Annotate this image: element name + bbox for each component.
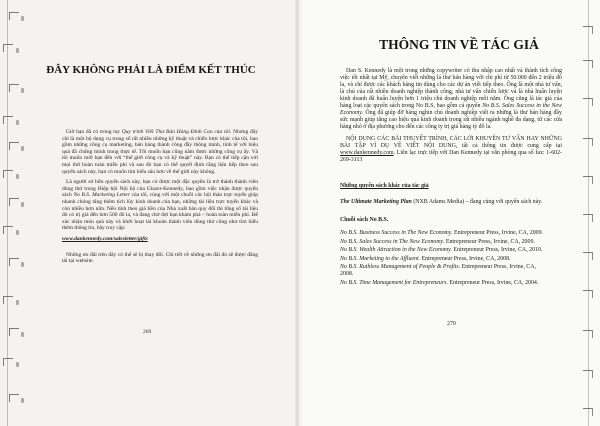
right-page xyxy=(299,0,600,426)
book-publisher: Entrepreneur Press, Irvine, CA, 2009. xyxy=(444,238,535,245)
book-entry xyxy=(340,247,562,254)
intro-text-start: Giờ bạn đã có trong tay xyxy=(66,129,122,135)
scan-edge-dot xyxy=(21,262,24,267)
book-publisher: Entrepreneur Press, Irvine, CA, 2008. xyxy=(420,255,511,262)
scan-edge-mark xyxy=(3,358,13,366)
other-books-heading: Những quyển sách khác của tác giả xyxy=(340,183,429,189)
scan-edge-mark xyxy=(3,226,13,234)
scan-edge-dot xyxy=(16,230,19,235)
book-title: No B.S. Time Management for Entrepreneurs. xyxy=(340,279,448,286)
scan-edge-mark xyxy=(583,408,593,416)
ultimate-plan-entry xyxy=(340,199,562,206)
right-page-number: 270 xyxy=(447,321,456,327)
book-publisher: Entrepreneur Press, Irvine, CA, 2010. xyxy=(451,247,543,253)
scan-edge-dot xyxy=(21,146,24,151)
website-url: www.dankennedy.com xyxy=(340,150,394,156)
intro-italic-title: Quy trình Viết Thư Bán Hàng Đỉnh Cao của tôi xyxy=(121,129,230,135)
book-title: No B.S. Marketing to the Affluent. xyxy=(340,255,421,262)
gift-link-line xyxy=(62,236,258,243)
book-entry xyxy=(340,239,562,246)
scan-edge-mark xyxy=(3,116,13,124)
ultimate-plan-title: The Ultimate Marketing Plan xyxy=(340,199,412,205)
book-title: No B.S. Sales Success in The New Economy. xyxy=(340,238,445,245)
bio-text-end: . Ông đã giúp đỡ hàng nghìn chủ doanh nghiệp viết ra những lá thư bán hàng đầy sức mạnh giúp tăng cao hiệu quả kinh doanh trong rất nhiều ngành nghề đa dạng, từ các cửa hàng nhỏ ở địa phương cho đến các công ty trị giá hàng tỷ đô la. xyxy=(340,110,562,130)
intro-text-end: . Nhưng đây chỉ là một bộ dụng cụ trong số rất nhiều những kỹ thuật và chiến lược khác của tôi, bao gồm những công cụ marketing, bán hàng thành công đầy thông minh, tinh tế với hiệu quả đã chứng minh trong thực tế. Tôi muốn bạn cũng nắm được những công cụ ấy. Và tôi muốn mời bạn đến với “thế giới công cụ và kỹ thuật” này. Bạn có thể tiếp cận với mọi thứ hoàn toàn miễn phí và sau đó bạn có thể quyết định rằng liệu tiếp theo sau quyển sách này, bạn có muốn tìm hiểu sâu hơn về thế giới này không. xyxy=(62,129,258,175)
contact-paragraph xyxy=(340,136,562,164)
left-page-body xyxy=(62,129,258,269)
right-page-title: THÔNG TIN VỀ TÁC GIẢ xyxy=(379,37,539,52)
scan-edge-dot xyxy=(16,120,19,125)
right-page-body xyxy=(340,68,562,288)
scan-edge-dot xyxy=(21,88,24,93)
left-page-number: 269 xyxy=(143,329,152,335)
scan-edge-dot xyxy=(21,202,24,207)
gift-url: www.dankennedy.com/salesletter/gifts xyxy=(62,235,148,242)
scan-edge-mark xyxy=(583,98,593,106)
scan-edge-mark xyxy=(9,84,19,92)
scan-edge-mark xyxy=(583,60,593,68)
bio-text-start: Dan S. Kennedy là một trong những copywriter có thu nhập cao nhất và thành tích công việc tốt nhất tại Mỹ, chuyên viết những lá thư bán hàng với chi phí từ 50.000 đến 2 triệu đô la, và chỉ được các khách hàng tin dùng cho các dự án viết tiếp theo. Ông là một nhà tư vấn, là chủ của rất nhiều doanh nghiệp thành công, nhà tư vấn chiến lược và là nhà huấn luyện kinh doanh đã huấn luyện hơn 1 triệu chủ doanh nghiệp mỗi năm. Ông cũng là tác giả của hàng loạt các quyển sách trong No B.S, bao gồm cả quyển xyxy=(340,68,562,109)
scan-edge-mark xyxy=(583,330,593,338)
intro-paragraph xyxy=(62,129,258,175)
scan-edge-dot xyxy=(16,48,19,53)
book-fold-shadow xyxy=(294,0,303,426)
left-page-title: ĐÂY KHÔNG PHẢI LÀ ĐIỂM KẾT THÚC xyxy=(46,64,256,76)
scan-edge-mark xyxy=(9,328,19,336)
contact-text-end: . Liên lạc trực tiếp với Dan Kennedy tại văn phòng qua số fax: 1-602-269-3113 xyxy=(340,150,562,163)
scan-edge-dot xyxy=(16,362,19,367)
scan-edge-dot xyxy=(21,16,24,21)
contact-text-start: NỘI DUNG CÁC BÀI THUYẾT TRÌNH, CÁC LỜI KHUYÊN TƯ VẤN HAY NHỮNG BÀI TẬP VÍ DỤ VỀ VIẾT NỘI DUNG, tất cả thông tin được cung cấp tại xyxy=(340,136,562,149)
book-publisher: Entrepreneur Press, Irvine, CA, 2004. xyxy=(447,279,539,286)
scan-edge-mark xyxy=(9,198,19,206)
scan-edge-mark xyxy=(583,252,593,260)
scan-edge-mark xyxy=(583,290,593,298)
book-entry xyxy=(340,280,562,287)
scan-edge-mark xyxy=(9,258,19,266)
book-title: No B.S. Business Success in The New Economy. xyxy=(340,230,453,236)
series-heading: Chuỗi sách No B.S. xyxy=(340,217,389,223)
scan-edge-mark xyxy=(9,394,19,402)
scan-edge-dot xyxy=(16,174,19,179)
left-page xyxy=(0,0,299,426)
scan-edge-mark xyxy=(3,296,13,304)
scan-edge-mark xyxy=(9,12,19,20)
book-title: No B.S. Wealth Attraction in the New Economy. xyxy=(340,247,452,253)
bio-italic-title: No B.S. Sales Success in the New Economy xyxy=(340,103,562,116)
scan-edge-dot xyxy=(16,300,19,305)
scan-edge-dot xyxy=(21,398,24,403)
book-entry xyxy=(340,264,562,278)
book-publisher: Entrepreneur Press, Irvine, CA, 2009. xyxy=(452,230,544,236)
scan-edge-mark xyxy=(9,142,19,150)
offer-note: Những ưu đãi trên đây có thể sẽ bị thay đổi. Chi tiết về những ưu đãi đó sẽ được đăng tải tại website. xyxy=(62,251,258,265)
scan-edge-mark xyxy=(583,26,593,34)
book-entry xyxy=(340,230,562,237)
scan-edge-mark xyxy=(3,44,13,52)
ultimate-plan-detail: (NXB Adams Media) – đang cùng với quyển sách này. xyxy=(411,199,543,205)
scan-edge-mark xyxy=(583,138,593,146)
book-entry xyxy=(340,256,562,263)
book-publisher: Entrepreneur Press, Irvine, CA, 2008. xyxy=(340,264,536,277)
scan-edge-dot xyxy=(21,332,24,337)
book-title: No B.S. Ruthless Management of People & Profits. xyxy=(340,264,461,270)
book-list xyxy=(340,230,562,287)
scan-edge-mark xyxy=(583,370,593,378)
membership-text-start: Là người sở hữu quyển sách này, bạn có được một đặc quyền là trở thành thành viên dùng thử trong Hiệp hội Nội bộ của Glazer-Kennedy, bao gồm việc nhận được quyển sách xyxy=(62,179,258,199)
scan-edge-mark xyxy=(3,170,13,178)
author-bio xyxy=(340,68,562,131)
scan-edge-mark xyxy=(583,176,593,184)
membership-text-end: của tôi, cùng với một chuỗi các hội thảo trực tuyến giúp nhanh chóng tăng thêm tích lũy kinh doanh của bạn, những tài liệu trực tuyến khác và còn nhiều hơn nữa. Nếu tính theo giá tiền của Nhà xuất bản quy đổi thì tổng số tài liệu đó có trị giá đến hơn 500 đô la, và đang chờ đợi bạn khám phá – hoàn toàn miễn phí. Để xác nhận món quà này và khởi hoạt tài khoản thành viên dùng thử cũng như tìm hiểu thêm thông tin, hãy truy cập: xyxy=(62,192,258,232)
membership-paragraph xyxy=(62,179,258,232)
membership-italic-title: No B.S. Marketing Letter xyxy=(73,192,130,199)
scan-edge-mark xyxy=(583,214,593,222)
